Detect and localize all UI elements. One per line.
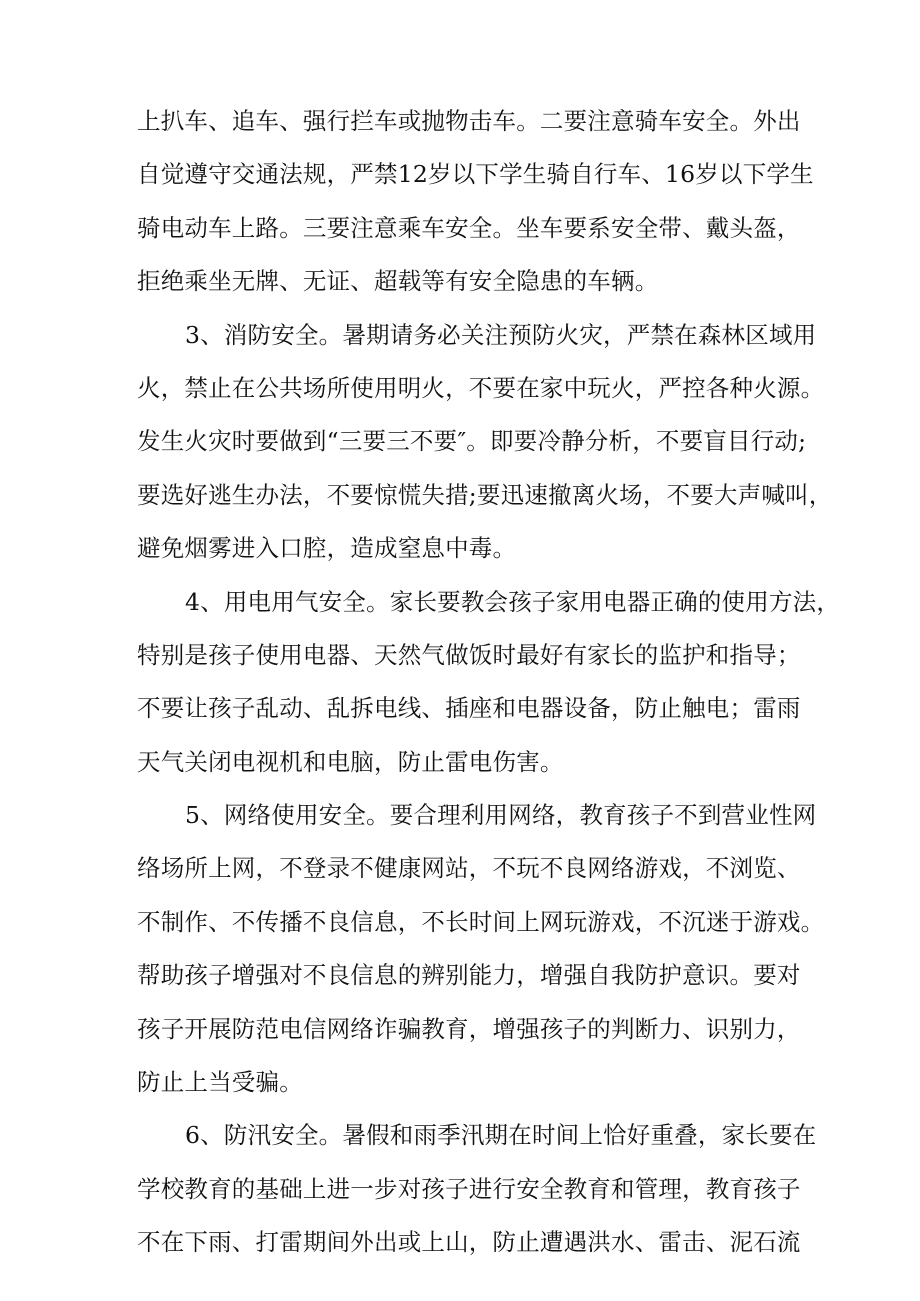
text-line: 不在下雨、打雷期间外出或上山，防止遭遇洪水、雷击、泥石流	[137, 1228, 801, 1257]
text-line: 避免烟雾进入口腔，造成窒息中毒。	[137, 534, 517, 563]
text-line: 学校教育的基础上进一步对孩子进行安全教育和管理，教育孩子	[137, 1174, 801, 1203]
text-line: 火，禁止在公共场所使用明火，不要在家中玩火，严控各种火源。	[137, 373, 825, 402]
text-line: 上扒车、追车、强行拦车或抛物击车。二要注意骑车安全。外出	[137, 107, 801, 135]
text-line: 发生火灾时要做到“三要三不要″。即要冷静分析，不要盲目行动;	[137, 427, 807, 456]
text-line: 自觉遵守交通法规，严禁12岁以下学生骑自行车、16岁以下学生	[137, 160, 814, 189]
text-line: 帮助孩子增强对不良信息的辨别能力，增强自我防护意识。要对	[137, 961, 801, 990]
text-line: 要选好逃生办法，不要惊慌失措;要迅速撤离火场，不要大声喊叫，	[137, 480, 833, 509]
text-line: 防止上当受骗。	[137, 1068, 303, 1097]
text-line: 不要让孩子乱动、乱拆电线、插座和电器设备，防止触电；雷雨	[137, 694, 801, 723]
text-line: 3、消防安全。暑期请务必关注预防火灾，严禁在森林区域用	[185, 320, 817, 349]
text-line: 特别是孩子使用电器、天然气做饭时最好有家长的监护和指导；	[137, 640, 801, 669]
text-line: 骑电动车上路。三要注意乘车安全。坐车要系安全带、戴头盔，	[137, 213, 801, 242]
text-line: 不制作、不传播不良信息，不长时间上网玩游戏，不沉迷于游戏。	[137, 907, 825, 936]
text-line: 络场所上网，不登录不健康网站，不玩不良网络游戏，不浏览、	[137, 854, 801, 883]
text-line: 5、网络使用安全。要合理利用网络，教育孩子不到营业性网	[185, 801, 817, 830]
text-line: 4、用电用气安全。家长要教会孩子家用电器正确的使用方法，	[185, 587, 841, 616]
document-body	[137, 95, 841, 1270]
text-line: 6、防汛安全。暑假和雨季汛期在时间上恰好重叠，家长要在	[185, 1121, 817, 1150]
text-line: 天气关闭电视机和电脑，防止雷电伤害。	[137, 747, 564, 776]
text-line: 孩子开展防范电信网络诈骗教育，增强孩子的判断力、识别力，	[137, 1014, 801, 1043]
text-line: 拒绝乘坐无牌、无证、超载等有安全隐患的车辆。	[137, 267, 659, 296]
